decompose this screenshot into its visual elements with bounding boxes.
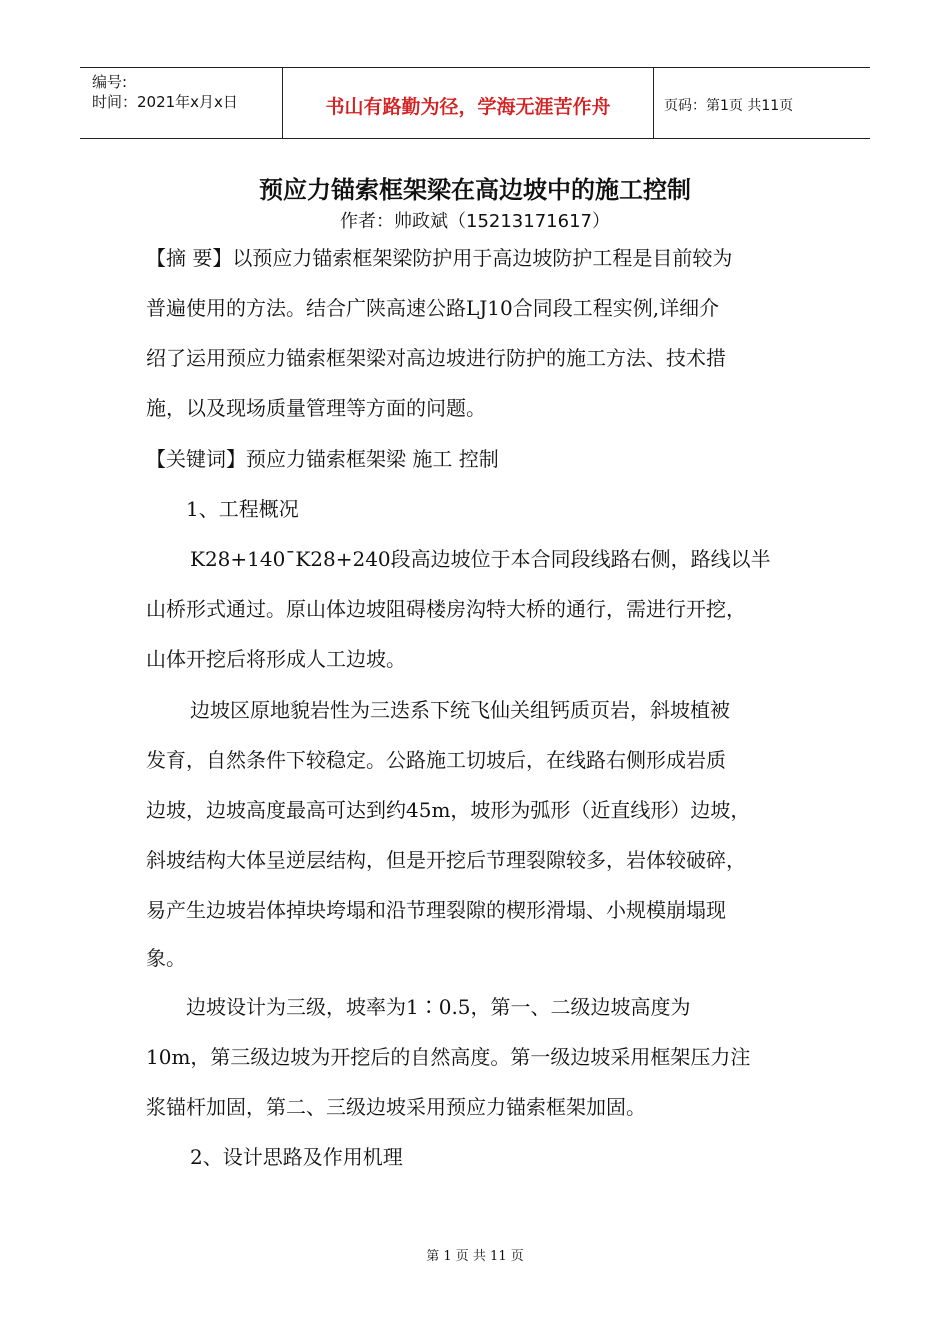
abstract-line: 【摘 要】以预应力锚索框架梁防护用于高边坡防护工程是目前较为 (146, 246, 733, 270)
document-title: 预应力锚索框架梁在高边坡中的施工控制 (259, 176, 691, 204)
abstract-line: 施，以及现场质量管理等方面的问题。 (146, 396, 486, 420)
body-line: 10m，第三级边坡为开挖后的自然高度。第一级边坡采用框架压力注 (146, 1045, 751, 1069)
body-line: 发育，自然条件下较稳定。公路施工切坡后，在线路右侧形成岩质 (146, 748, 726, 772)
header-motto: 书山有路勤为径，学海无涯苦作舟 (282, 68, 654, 138)
keywords-line: 【关键词】预应力锚索框架梁 施工 控制 (146, 447, 499, 471)
body-line: 边坡区原地貌岩性为三迭系下统飞仙关组钙质页岩，斜坡植被 (190, 698, 730, 722)
abstract-line: 绍了运用预应力锚索框架梁对高边坡进行防护的施工方法、技术措 (146, 346, 726, 370)
header-page-info: 页码：第1页 共11页 (664, 98, 794, 114)
body-line: 山桥形式通过。原山体边坡阻碍楼房沟特大桥的通行，需进行开挖， (146, 597, 746, 621)
header-meta (80, 68, 282, 138)
body-line: 斜坡结构大体呈逆层结构，但是开挖后节理裂隙较多，岩体较破碎， (146, 848, 746, 872)
time-label: 时间：2021年x月x日 (92, 93, 238, 111)
page-header (80, 67, 870, 139)
body-line: 边坡，边坡高度最高可达到约45m，坡形为弧形（近直线形）边坡， (146, 798, 751, 822)
document-author: 作者：帅政斌（15213171617） (340, 211, 610, 232)
body-line: K28+140¯K28+240段高边坡位于本合同段线路右侧，路线以半 (190, 547, 771, 571)
body-line: 象。 (146, 946, 186, 970)
page-footer: 第 1 页 共 11 页 (426, 1249, 524, 1264)
body-line: 易产生边坡岩体掉块垮塌和沿节理裂隙的楔形滑塌、小规模崩塌现 (146, 898, 726, 922)
body-line: 山体开挖后将形成人工边坡。 (146, 647, 406, 671)
number-label: 编号: (92, 73, 128, 91)
body-line: 浆锚杆加固，第二、三级边坡采用预应力锚索框架加固。 (146, 1095, 646, 1119)
section-heading: 1、工程概况 (186, 497, 299, 521)
section-heading: 2、设计思路及作用机理 (190, 1145, 403, 1169)
abstract-line: 普遍使用的方法。结合广陕高速公路LJ10合同段工程实例,详细介 (146, 296, 720, 320)
body-line: 边坡设计为三级，坡率为1∶0.5，第一、二级边坡高度为 (186, 995, 691, 1019)
